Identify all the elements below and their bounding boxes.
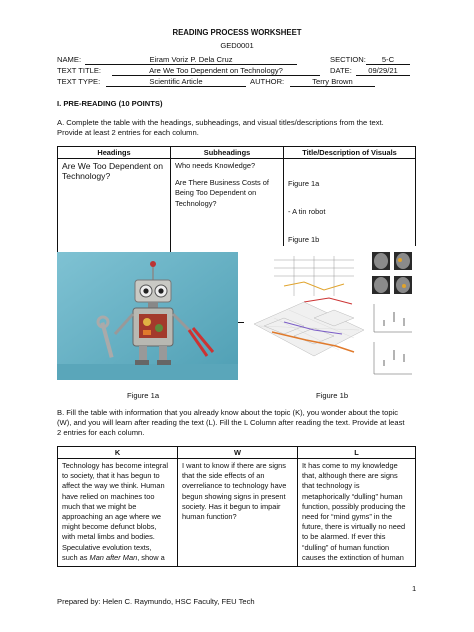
l-line-9: “dulling” of human function: [302, 542, 390, 552]
kwl-table: [57, 446, 416, 567]
visual-line-2: - A tin robot: [288, 207, 326, 217]
l-line-10: causes the extinction of human: [302, 552, 404, 562]
k-line-8: with metal limbs and bodies.: [62, 532, 155, 542]
visual-line-1: Figure 1a: [288, 179, 320, 188]
instruction-b-line-2: (W), and you will learn after reading the text (L). Fill the L Column after reading the text. Provide at least: [57, 418, 405, 427]
worksheet-title: READING PROCESS WORKSHEET: [172, 28, 302, 37]
heading-line-1: Are We Too Dependent on: [62, 161, 163, 171]
w-line-2: that the side effects of an: [182, 471, 265, 481]
k-line-4: have relied on machines too: [62, 491, 155, 501]
name-label: NAME:: [57, 55, 82, 64]
k-line-6: approaching an age where we: [62, 512, 162, 522]
w-line-1: I want to know if there are signs: [182, 461, 286, 470]
l-line-7: future, there is virtually no need: [302, 522, 406, 532]
author-label: AUTHOR:: [250, 77, 285, 86]
l-line-1: It has come to my knowledge: [302, 461, 398, 470]
w-line-5: society. Has it begun to impair: [182, 501, 281, 511]
k-line-5: much that we might be: [62, 501, 137, 511]
text-title-value: Are We Too Dependent on Technology?: [149, 66, 283, 75]
prepared-by: Prepared by: Helen C. Raymundo, HSC Faculty, FEU Tech: [57, 597, 255, 606]
text-type-value: Scientific Article: [149, 77, 203, 86]
l-line-5: function, possibly producing the: [302, 501, 406, 511]
k-line-9: Speculative evolution texts,: [62, 542, 152, 552]
l-line-8: to be alarmed. If ever this: [302, 532, 386, 542]
l-line-6: need for “mind gyms” in the: [302, 512, 392, 522]
visual-line-3: Figure 1b: [288, 235, 320, 245]
name-value: Eiram Voriz P. Dela Cruz: [149, 55, 233, 64]
table-a-header-subheadings: Subheadings: [171, 147, 284, 159]
l-line-4: metaphorically “dulling” human: [302, 491, 403, 501]
section-label: SECTION:: [330, 55, 366, 64]
page-number: 1: [412, 584, 417, 593]
figure-1b-caption: Figure 1b: [316, 391, 349, 400]
w-line-6: human function?: [182, 512, 237, 522]
kwl-header-k: K: [58, 447, 178, 459]
kwl-k-cell: [58, 459, 178, 567]
l-line-3: that technology is: [302, 481, 360, 491]
instruction-b-line-1: B. Fill the table with information that you already know about the topic (K), you wonder about the topic: [57, 408, 399, 417]
k-line-1: Technology has become integral: [62, 461, 168, 470]
date-value: 09/29/21: [368, 66, 398, 75]
instruction-a-line-1: A. Complete the table with the headings, subheadings, and visual titles/descriptions from the text.: [57, 118, 384, 127]
course-code: GED0001: [220, 41, 254, 50]
kwl-l-cell: [298, 459, 416, 567]
prereading-heading: I. PRE-READING (10 POINTS): [57, 99, 163, 108]
text-type-label: TEXT TYPE:: [57, 77, 101, 86]
figure-1a-robot-image: [57, 252, 238, 380]
figure-1b-cognitive-map-image: [244, 246, 419, 384]
kwl-header-w: W: [178, 447, 298, 459]
subheading-1: Who needs Knowledge?: [175, 161, 256, 170]
table-a-header-headings: Headings: [58, 147, 171, 159]
date-label: DATE:: [330, 66, 352, 75]
k-line-2: to society, that it has begun to: [62, 471, 160, 481]
w-line-3: overreliance to technology have: [182, 481, 287, 491]
instruction-a-line-2: Provide at least 2 entries for each column.: [57, 128, 199, 137]
kwl-header-l: L: [298, 447, 416, 459]
subheading-2-line-3: Technology?: [175, 198, 217, 208]
l-line-2: that, although there are signs: [302, 471, 398, 481]
section-value: 5-C: [381, 55, 395, 64]
subheading-2-line-2: Being Too Dependent on: [175, 188, 257, 198]
text-title-label: TEXT TITLE:: [57, 66, 102, 75]
instruction-b-line-3: 2 entries for each column.: [57, 428, 145, 437]
table-a-header-visuals: Title/Description of Visuals: [284, 147, 416, 159]
heading-line-2: Technology?: [62, 171, 111, 182]
k-line-7: might become defunct blobs,: [62, 522, 157, 532]
w-line-4: begun showing signs in present: [182, 491, 286, 501]
kwl-w-cell: [178, 459, 298, 567]
k-line-3: affect the way we think. Human: [62, 481, 165, 491]
author-value: Terry Brown: [312, 77, 353, 86]
subheading-2-line-1: Are There Business Costs of: [175, 178, 269, 188]
k-line-10: such as Man after Man, show a: [62, 552, 165, 562]
figure-1a-caption: Figure 1a: [127, 391, 160, 400]
